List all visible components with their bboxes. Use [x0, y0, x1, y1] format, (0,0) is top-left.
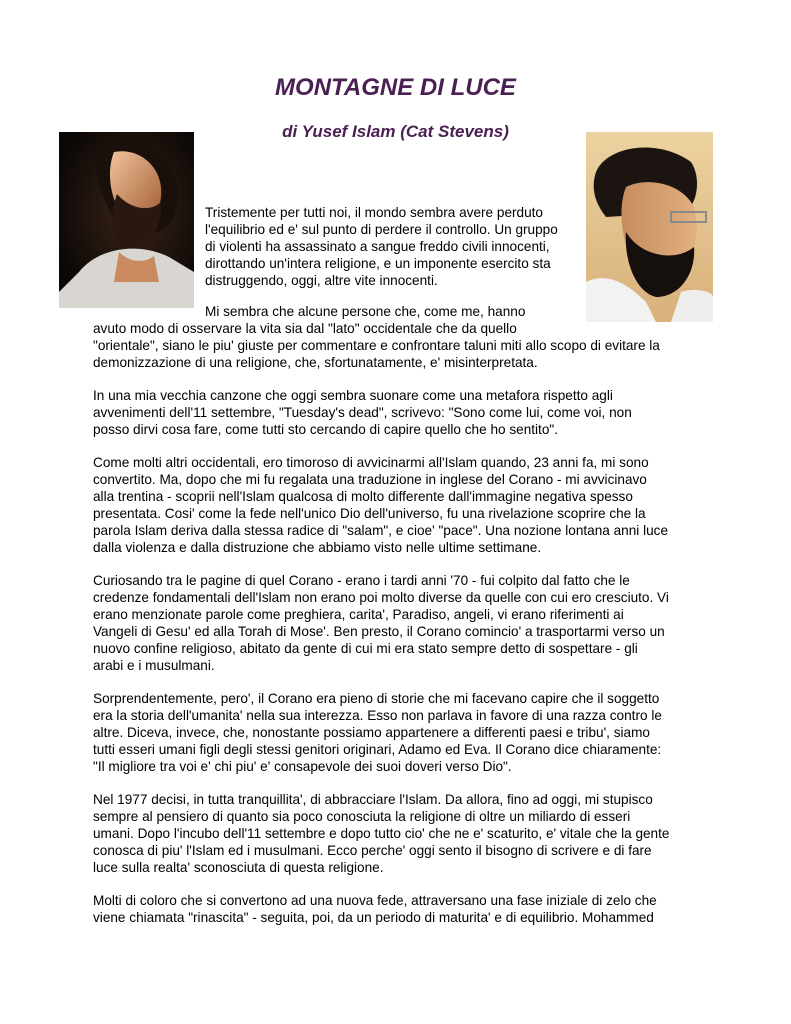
paragraph: [93, 387, 703, 438]
portrait-photo-left: [59, 132, 194, 308]
author-subtitle: di Yusef Islam (Cat Stevens): [282, 122, 509, 141]
text-line: arabi e i musulmani.: [93, 658, 215, 673]
text-line: erano menzionate parole come preghiera, carita', Paradiso, angeli, vi erano riferimenti ai: [93, 607, 624, 622]
text-line: luce sulla realta' sconosciuta di questa religione.: [93, 860, 384, 875]
paragraph: [93, 572, 703, 674]
portrait-photo-right: [586, 132, 713, 322]
text-line: "Il migliore tra voi e' chi piu' e' consapevole dei suoi doveri verso Dio".: [93, 759, 512, 774]
text-line: Nel 1977 decisi, in tutta tranquillita', di abbracciare l'Islam. Da allora, fino ad oggi, mi stupisco: [93, 792, 653, 807]
text-line: demonizzazione di una religione, che, sfortunatamente, e' misinterpretata.: [93, 355, 538, 370]
text-line: nuovo confine religioso, abitato da gente di cui mi era stato sempre detto di sospettare - gli: [93, 641, 638, 656]
text-line: Curiosando tra le pagine di quel Corano - erano i tardi anni '70 - fui colpito dal fatto che le: [93, 573, 630, 588]
text-line: presentata. Cosi' come la fede nell'unico Dio dell'universo, fu una rivelazione scoprire che la: [93, 506, 646, 521]
second-paragraph-first-line: Mi sembra che alcune persone che, come me, hanno: [205, 304, 526, 319]
text-line: Vangeli di Gesu' ed alla Torah di Mose'. Ben presto, il Corano comincio' a trasportarmi verso un: [93, 624, 665, 639]
text-line: dirottando un'intera religione, e un imponente esercito sta: [205, 256, 551, 271]
text-line: Tristemente per tutti noi, il mondo sembra avere perduto: [205, 205, 543, 220]
text-line: di violenti ha assassinato a sangue freddo civili innocenti,: [205, 239, 550, 254]
text-line: parola Islam deriva dalla stessa radice di "salam", e cioe' "pace". Una nozione lontana anni luce: [93, 523, 669, 538]
text-line: Come molti altri occidentali, ero timoroso di avvicinarmi all'Islam quando, 23 anni fa, mi sono: [93, 455, 649, 470]
text-line: umani. Dopo l'incubo dell'11 settembre e dopo tutto cio' che ne e' scaturito, e' vitale che la gente: [93, 826, 670, 841]
paragraph: [93, 690, 703, 775]
text-line: tutti esseri umani figli degli stessi genitori originari, Adamo ed Eva. Il Corano dice chiaramente:: [93, 742, 662, 757]
text-line: Molti di coloro che si convertono ad una nuova fede, attraversano una fase iniziale di zelo che: [93, 893, 657, 908]
text-line: credenze fondamentali dell'Islam non erano poi molto diverse da quelle con cui ero cresciuto. Vi: [93, 590, 669, 605]
paragraph: [93, 454, 703, 556]
text-line: posso dirvi cosa fare, come tutti sto cercando di capire quello che ho sentito".: [93, 422, 558, 437]
text-line: altre. Diceva, invece, che, nonostante possiamo appartenere a differenti paesi e tribu', siamo: [93, 725, 650, 740]
text-line: era la storia dell'umanita' nella sua interezza. Esso non parlava in favore di una razza contro le: [93, 708, 662, 723]
text-line: distruggendo, oggi, altre vite innocenti.: [205, 273, 438, 288]
text-line: viene chiamata "rinascita" - seguita, poi, da un periodo di maturita' e di equilibrio. Mohammed: [93, 910, 654, 925]
text-line: avvenimenti dell'11 settembre, "Tuesday's dead", scrivevo: "Sono come lui, come voi, non: [93, 405, 632, 420]
article-body: [93, 320, 703, 942]
intro-paragraph: [205, 204, 565, 306]
text-line: In una mia vecchia canzone che oggi sembra suonare come una metafora rispetto agli: [93, 388, 613, 403]
paragraph: [93, 791, 703, 876]
text-line: sempre al pensiero di quanto sia poco conosciuta la religione di oltre un miliardo di esseri: [93, 809, 631, 824]
text-line: dalla violenza e dalla distruzione che abbiamo visto nelle ultime settimane.: [93, 540, 542, 555]
text-line: conosca di piu' l'Islam ed i musulmani. Ecco perche' oggi sento il bisogno di scrivere e di fare: [93, 843, 652, 858]
text-line: "orientale", siano le piu' giuste per commentare e confrontare taluni miti allo scopo di evitare la: [93, 338, 660, 353]
text-line: alla trentina - scoprii nell'Islam qualcosa di molto differente dall'immagine negativa spesso: [93, 489, 633, 504]
text-line: l'equilibrio ed e' sul punto di perdere il controllo. Un gruppo: [205, 222, 558, 237]
paragraph: [93, 892, 703, 926]
page-title: MONTAGNE DI LUCE: [275, 74, 516, 101]
text-line: avuto modo di osservare la vita sia dal "lato" occidentale che da quello: [93, 321, 517, 336]
paragraph: [93, 320, 703, 371]
text-line: Sorprendentemente, pero', il Corano era pieno di storie che mi facevano capire che il soggetto: [93, 691, 660, 706]
text-line: convertito. Ma, dopo che mi fu regalata una traduzione in inglese del Corano - mi avvicinavo: [93, 472, 647, 487]
